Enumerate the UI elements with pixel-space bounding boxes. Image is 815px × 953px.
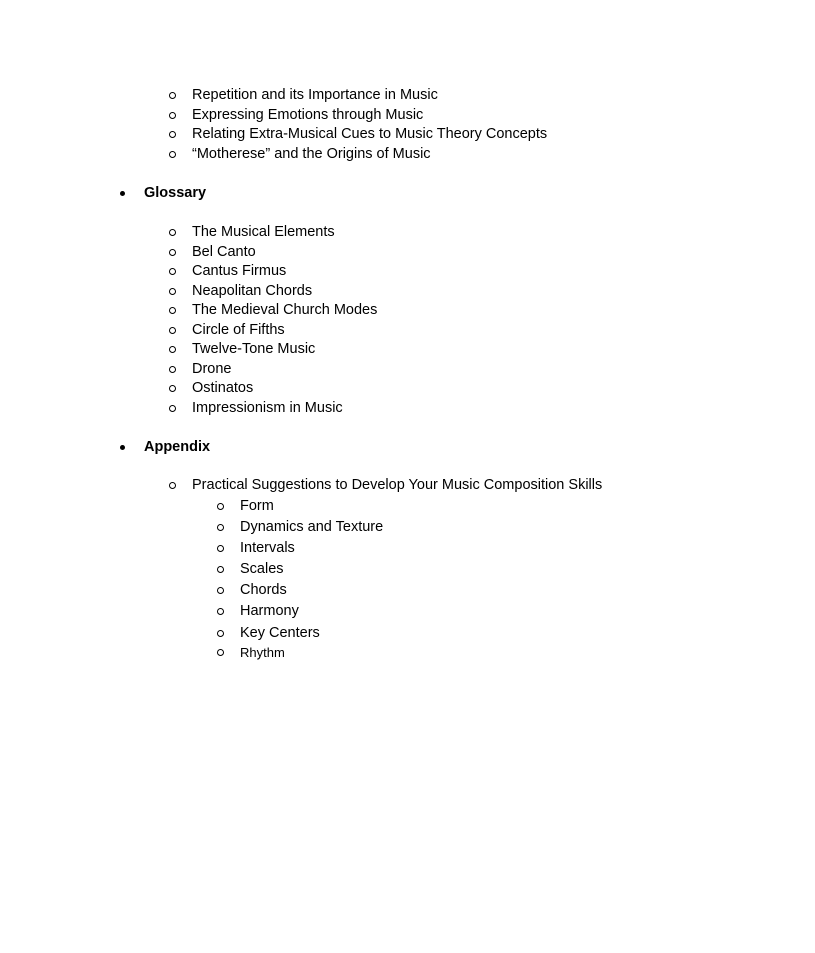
appendix-subitem-text: Harmony: [240, 603, 299, 619]
hollow-bullet-icon: [217, 545, 224, 552]
bullet-icon: [120, 191, 125, 196]
appendix-subitem-text: Form: [240, 498, 274, 514]
appendix-subitem-text: Intervals: [240, 540, 295, 556]
appendix-subitem-text: Rhythm: [240, 645, 285, 660]
appendix-subitem-text: Dynamics and Texture: [240, 519, 384, 535]
hollow-bullet-icon: [169, 327, 176, 334]
hollow-bullet-icon: [169, 249, 176, 256]
glossary-item-text: Circle of Fifths: [192, 322, 285, 338]
hollow-bullet-icon: [169, 307, 176, 314]
glossary-item-text: The Musical Elements: [192, 224, 335, 240]
hollow-bullet-icon: [217, 630, 224, 637]
appendix-subitem-text: Chords: [240, 582, 287, 598]
hollow-bullet-icon: [169, 405, 176, 412]
hollow-bullet-icon: [169, 268, 176, 275]
hollow-bullet-icon: [217, 503, 224, 510]
hollow-bullet-icon: [169, 482, 176, 489]
hollow-bullet-icon: [169, 366, 176, 373]
glossary-item-text: Bel Canto: [192, 244, 256, 260]
glossary-item-text: Twelve-Tone Music: [192, 341, 316, 357]
hollow-bullet-icon: [169, 112, 176, 119]
hollow-bullet-icon: [169, 92, 176, 99]
hollow-bullet-icon: [217, 566, 224, 573]
hollow-bullet-icon: [217, 524, 224, 531]
hollow-bullet-icon: [217, 608, 224, 615]
list-item-text: “Motherese” and the Origins of Music: [192, 146, 431, 162]
glossary-item-text: Neapolitan Chords: [192, 283, 313, 299]
glossary-item-text: Impressionism in Music: [192, 400, 343, 416]
list-item-text: Repetition and its Importance in Music: [192, 87, 438, 103]
glossary-heading: Glossary: [144, 185, 207, 201]
hollow-bullet-icon: [217, 649, 224, 656]
hollow-bullet-icon: [169, 229, 176, 236]
hollow-bullet-icon: [169, 131, 176, 138]
appendix-subitem-text: Scales: [240, 561, 284, 577]
hollow-bullet-icon: [217, 587, 224, 594]
bullet-icon: [120, 445, 125, 450]
appendix-heading: Appendix: [144, 439, 211, 455]
glossary-item-text: Cantus Firmus: [192, 263, 287, 279]
hollow-bullet-icon: [169, 288, 176, 295]
glossary-item-text: The Medieval Church Modes: [192, 302, 378, 318]
list-item-text: Relating Extra-Musical Cues to Music Theory Concepts: [192, 126, 548, 142]
hollow-bullet-icon: [169, 346, 176, 353]
glossary-item-text: Ostinatos: [192, 380, 254, 396]
hollow-bullet-icon: [169, 151, 176, 158]
glossary-item-text: Drone: [192, 361, 232, 377]
list-item-text: Expressing Emotions through Music: [192, 107, 424, 123]
appendix-subitem-text: Key Centers: [240, 625, 320, 641]
hollow-bullet-icon: [169, 385, 176, 392]
appendix-item-text: Practical Suggestions to Develop Your Music Composition Skills: [192, 477, 603, 493]
